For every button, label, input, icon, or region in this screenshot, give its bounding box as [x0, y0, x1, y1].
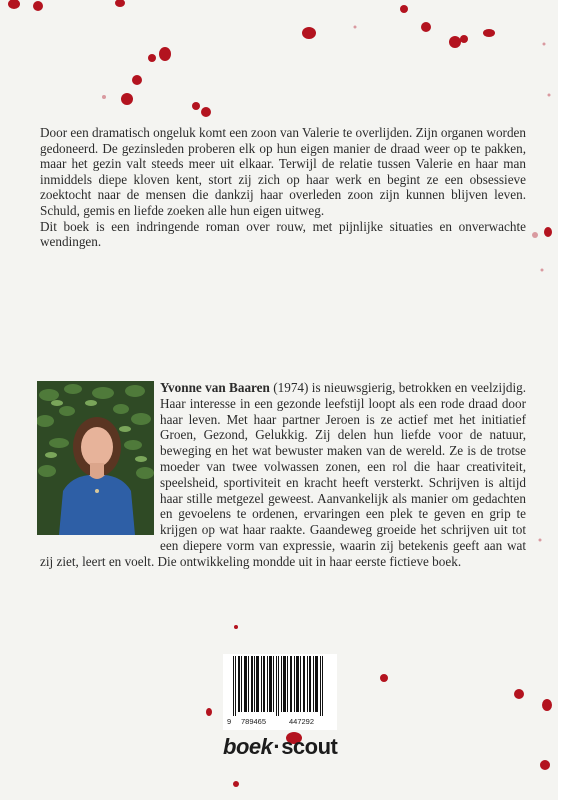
publisher-logo [223, 734, 353, 760]
logo-text-scout: scout [281, 734, 338, 759]
blurb-paragraph-2: Dit boek is een indringende roman over rouw, met pijnlijke situaties en onverwachte wendingen. [40, 218, 526, 250]
blurb-paragraph-1: Door een dramatisch ongeluk komt een zoon van Valerie te overlijden. Zijn organen worden gedoneerd. De gezinsleden proberen elk op hun eigen manier de draad weer op te pakken, maar het gezin valt steeds meer uit elkaar. Terwijl de relatie tussen Valerie en haar man inmiddels diepe kloven kent, stort zij zich op haar werk en begint ze een obsessieve zoektocht naar de mensen die dankzij haar overleden zoon zijn kunnen blijven leven. Schuld, gemis en liefde zoeken alle hun eigen uitweg. [40, 125, 526, 218]
author-name: Yvonne van Baaren [160, 380, 270, 395]
logo-dot: · [273, 734, 281, 759]
isbn-first-digit: 9 [227, 717, 232, 726]
barcode-bars [223, 654, 337, 716]
isbn-group-1: 789465 [241, 717, 267, 726]
isbn-barcode [223, 654, 337, 730]
page-edge [558, 0, 564, 800]
book-blurb [40, 125, 526, 250]
isbn-group-2: 447292 [289, 717, 315, 726]
author-bio-text: (1974) is nieuwsgierig, betrokken en veelzijdig. Haar interesse in een gezonde leefstijl loopt als een rode draad door haar leven. Met haar partner Jeroen is ze actief met het initiatief Groen, Gezond, Gelukkig. Zij delen hun liefde voor de natuur, beweging en het wat bewuster maken van de wereld. Ze is de trotse moeder van twee volwassen zonen, een rol die haar creativiteit, speelsheid, sportiviteit en kracht heeft versterkt. Schrijven is altijd haar stille metgezel geweest. Aanvankelijk als manier om gedachten en gevoelens te ordenen, ervaringen een plek te geven en grip te krijgen op wat haar raakte. Gaandeweg groeide het schrijven uit tot een diepere vorm van expressie, waarin zij betekenis geeft aan wat zij ziet, leert en voelt. Die ontwikkeling mondde uit in haar eerste fictieve boek. [40, 380, 527, 569]
logo-text-boek: boek [223, 734, 273, 759]
author-photo [37, 381, 154, 535]
